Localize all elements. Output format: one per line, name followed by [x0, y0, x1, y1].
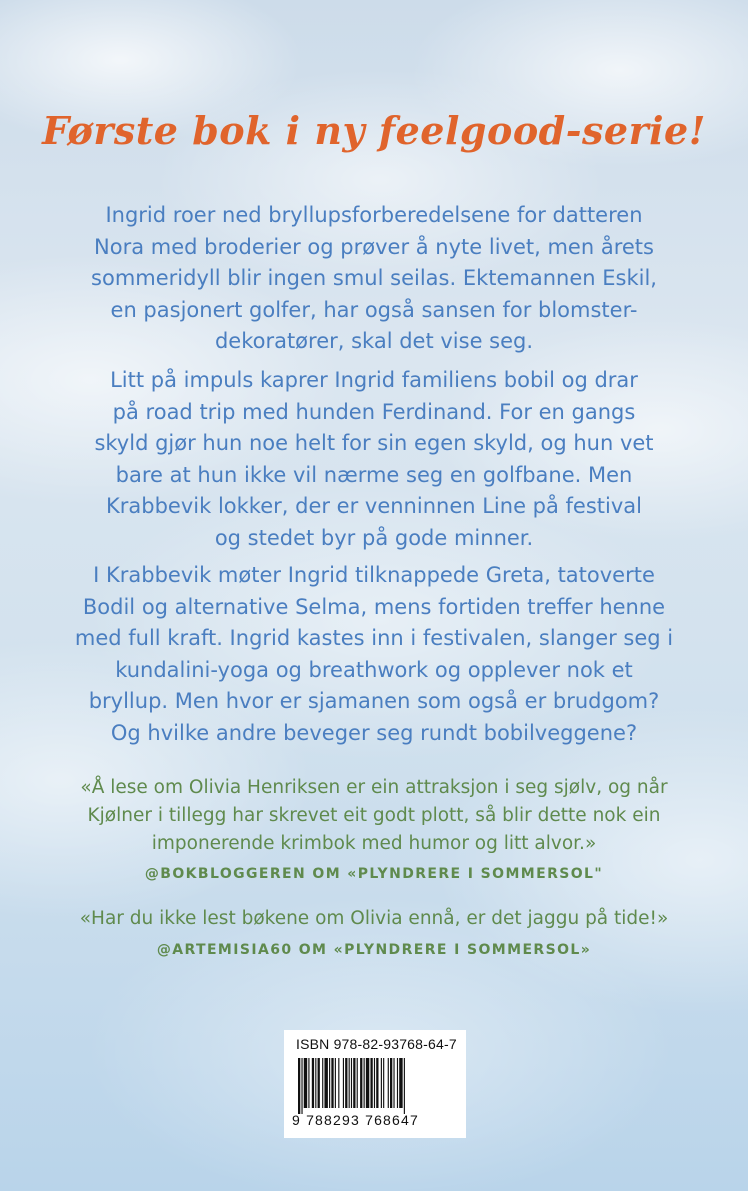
barcode-bar	[353, 1058, 355, 1108]
blurb-paragraph-2	[40, 365, 708, 554]
barcode-bar	[360, 1058, 362, 1108]
quote-line: «Å lese om Olivia Henriksen er ein attraksjon i seg sjølv, og når	[80, 777, 668, 798]
barcode-bar	[304, 1058, 307, 1108]
blurb-line: med full kraft. Ingrid kastes inn i festivalen, slanger seg i	[74, 626, 674, 650]
review-attribution-1: @BOKBLOGGEREN OM «PLYNDRERE I SOMMERSOL"	[144, 866, 604, 882]
blurb-line: Og hvilke andre beveger seg rundt bobilveggene?	[110, 720, 638, 745]
blurb-paragraph-1	[40, 200, 708, 358]
isbn-label: ISBN 978-82-93768-64-7	[296, 1036, 457, 1052]
blurb-line: I Krabbevik møter Ingrid tilknappede Greta, tatoverte	[93, 563, 655, 587]
barcode-bar	[345, 1058, 347, 1108]
blurb-line: på road trip med hunden Ferdinand. For en gangs	[112, 399, 636, 424]
barcode-bar	[318, 1058, 320, 1108]
barcode-box	[284, 1030, 466, 1138]
barcode-bar	[322, 1058, 323, 1108]
barcode-bar	[349, 1058, 350, 1108]
quote-line: Kjølner i tillegg har skrevet eit godt plott, så blir dette nok ein	[87, 805, 661, 826]
barcode-bar	[312, 1058, 314, 1108]
barcode-bar	[383, 1058, 384, 1108]
barcode-bar	[298, 1058, 300, 1114]
blurb-line: Nora med broderier og prøver å nyte livet, men årets	[94, 234, 654, 259]
barcode-bar	[397, 1058, 398, 1108]
quote-line: «Har du ikke lest bøkene om Olivia ennå, er det jaggu på tide!»	[79, 908, 669, 929]
barcode-digits: 9 788293 768647	[292, 1112, 419, 1128]
blurb-line: kundalini-yoga og breathwork og opplever nok et	[115, 657, 633, 682]
barcode-bar	[376, 1058, 378, 1108]
barcode-bars	[298, 1058, 452, 1114]
barcode-bar	[388, 1058, 389, 1108]
review-quote-2	[30, 905, 718, 933]
blurb-line: dekoratører, skal det vise seg.	[214, 329, 534, 353]
barcode-bar	[357, 1058, 358, 1108]
blurb-line: bare at hun ikke vil nærme seg en golfbane. Men	[115, 462, 633, 487]
barcode-bar	[324, 1058, 327, 1108]
barcode-bar	[399, 1058, 402, 1108]
blurb-paragraph-3	[40, 560, 708, 749]
blurb-line: Bodil og alternative Selma, mens fortiden treffer henne	[82, 594, 666, 619]
blurb-line: og stedet byr på gode minner.	[214, 525, 534, 550]
barcode-bar	[329, 1058, 330, 1108]
barcode-bar	[390, 1058, 392, 1108]
tagline: Første bok i ny feelgood-serie!	[42, 108, 706, 153]
blurb-line: Ingrid roer ned bryllupsforberedelsene for datteren	[105, 203, 643, 227]
blurb-line: bryllup. Men hvor er sjamanen som også er brudgom?	[88, 689, 660, 713]
barcode-bar	[343, 1058, 344, 1108]
barcode-bar	[338, 1058, 339, 1108]
barcode-bar	[366, 1058, 369, 1108]
barcode-bar	[364, 1058, 365, 1108]
blurb-line: Krabbevik lokker, der er venninnen Line på festival	[106, 494, 642, 518]
barcode-bar	[374, 1058, 375, 1108]
barcode-bar	[351, 1058, 352, 1108]
blurb-line: skyld gjør hun noe helt for sin egen skyld, og hun vet	[94, 431, 654, 455]
blurb-line: sommeridyll blir ingen smul seilas. Ektemannen Eskil,	[91, 266, 657, 290]
barcode-bar	[404, 1058, 405, 1114]
barcode-bar	[308, 1058, 309, 1108]
barcode-bar	[393, 1058, 394, 1108]
barcode-bar	[301, 1058, 302, 1114]
blurb-line: Litt på impuls kaprer Ingrid familiens bobil og drar	[110, 368, 638, 392]
review-attribution-2: @ARTEMISIA60 OM «PLYNDRERE I SOMMERSOL»	[156, 942, 592, 958]
barcode-bar	[331, 1058, 333, 1108]
quote-line: imponerende krimbok med humor og litt alvor.»	[151, 833, 597, 854]
barcode-bar	[370, 1058, 372, 1108]
blurb-line: en pasjonert golfer, har også sansen for blomster-	[110, 297, 638, 322]
barcode-bar	[335, 1058, 336, 1108]
barcode-bar	[315, 1058, 316, 1108]
review-quote-1	[30, 774, 718, 858]
barcode-bar	[381, 1058, 382, 1108]
